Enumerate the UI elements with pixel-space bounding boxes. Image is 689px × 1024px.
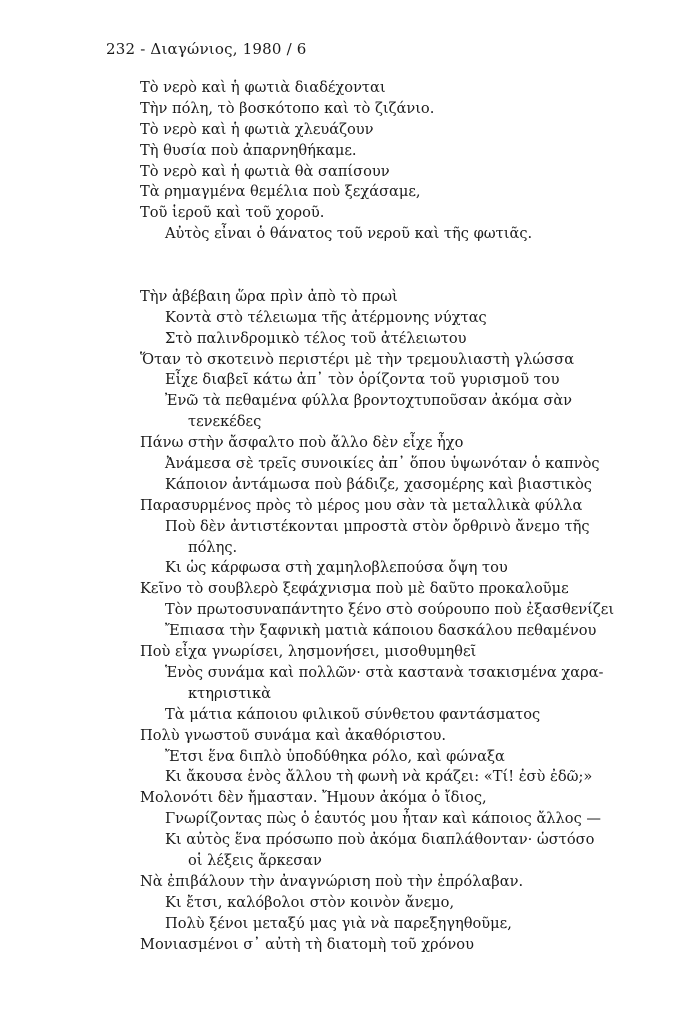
poem-line: Μονιασμένοι σ᾽ αὐτὴ τὴ διατομὴ τοῦ χρόνου (140, 935, 474, 953)
poem-line: Ἔπιασα τὴν ξαφνικὴ ματιὰ κάποιου δασκάλου πεθαμένου (165, 622, 597, 640)
poem-line: Τὸ νερὸ καὶ ἡ φωτιὰ διαδέχονται (140, 79, 386, 96)
running-head: 232 - Διαγώνιος, 1980 / 6 (106, 40, 307, 58)
poem-line: Τὴν ἀβέβαιη ὥρα πρὶν ἀπὸ τὸ πρωὶ (140, 287, 398, 305)
poem-line: Κι ἄκουσα ἑνὸς ἄλλου τὴ φωνὴ νὰ κράζει: «Τί! ἐσὺ ἐδῶ;» (165, 768, 593, 786)
poem-line: Κοντὰ στὸ τέλειωμα τῆς ἀτέρμονης νύχτας (165, 308, 487, 326)
poem-line: Τὸ νερὸ καὶ ἡ φωτιὰ θὰ σαπίσουν (140, 162, 390, 180)
poem-line: Νὰ ἐπιβάλουν τὴν ἀναγνώριση ποὺ τὴν ἐπρόλαβαν. (140, 872, 524, 890)
poem-line: Πάνω στὴν ἄσφαλτο ποὺ ἄλλο δὲν εἶχε ἦχο (140, 434, 464, 452)
stanza-break (140, 245, 660, 266)
poem-line: κτηριστικὰ (188, 684, 271, 702)
poem-line: Κάποιον ἀντάμωσα ποὺ βάδιζε, χασομέρης καὶ βιαστικὸς (165, 475, 592, 493)
poem-line: οἱ λέξεις ἄρκεσαν (188, 851, 322, 869)
poem-line: Τὰ ρημαγμένα θεμέλια ποὺ ξεχάσαμε, (140, 183, 421, 201)
poem-line: Πολὺ ξένοι μεταξύ μας γιὰ νὰ παρεξηγηθοῦμε, (165, 914, 512, 932)
poem-line: Κι ἔτσι, καλόβολοι στὸν κοινὸν ἄνεμο, (165, 893, 455, 911)
poem-body (140, 78, 660, 955)
poem-line: Τὸν πρωτοσυναπάντητο ξένο στὸ σούρουπο ποὺ ἐξασθενίζει (165, 601, 615, 619)
poem-line: Παρασυρμένος πρὸς τὸ μέρος μου σὰν τὰ μεταλλικὰ φύλλα (140, 496, 583, 514)
poem-line: Στὸ παλινδρομικὸ τέλος τοῦ ἀτέλειωτου (165, 329, 467, 347)
poem-line: Γνωρίζοντας πὼς ὁ ἑαυτός μου ἦταν καὶ κάποιος ἄλλος — (165, 810, 601, 828)
poem-line: Τοῦ ἱεροῦ καὶ τοῦ χοροῦ. (140, 204, 325, 222)
poem-line: Αὐτὸς εἶναι ὁ θάνατος τοῦ νεροῦ καὶ τῆς φωτιᾶς. (165, 225, 533, 243)
poem-line: Ἔτσι ἕνα διπλὸ ὑποδύθηκα ρόλο, καὶ φώναξα (165, 747, 505, 765)
poem-line: Μολονότι δὲν ἤμασταν. Ἤμουν ἀκόμα ὁ ἴδιος, (140, 789, 487, 807)
poem-line: Τὴν πόλη, τὸ βοσκότοπο καὶ τὸ ζιζάνιο. (140, 99, 435, 117)
poem-line: Εἶχε διαβεῖ κάτω ἀπ᾽ τὸν ὁρίζοντα τοῦ γυρισμοῦ του (165, 371, 560, 389)
poem-line: Τὸ νερὸ καὶ ἡ φωτιὰ χλευάζουν (140, 120, 374, 138)
poem-line: Ἐνῶ τὰ πεθαμένα φύλλα βροντοχτυποῦσαν ἀκόμα σὰν (165, 392, 573, 410)
poem-line: Ποὺ εἶχα γνωρίσει, λησμονήσει, μισοθυμηθεῖ (140, 643, 477, 661)
poem-line: πόλης. (188, 538, 238, 556)
poem-line: Κεῖνο τὸ σουβλερὸ ξεφάχνισμα ποὺ μὲ δαῦτο προκαλοῦμε (140, 580, 569, 598)
poem-line: Πολὺ γνωστοῦ συνάμα καὶ ἀκαθόριστου. (140, 726, 447, 744)
poem-line: Τὰ μάτια κάποιου φιλικοῦ σύνθετου φαντάσματος (165, 705, 541, 723)
poem-line: Ἀνάμεσα σὲ τρεῖς συνοικίες ἀπ᾽ ὅπου ὑψωνόταν ὁ καπνὸς (165, 455, 600, 473)
poem-line: Ὅταν τὸ σκοτεινὸ περιστέρι μὲ τὴν τρεμουλιαστὴ γλώσσα (140, 350, 575, 368)
poem-line: Ποὺ δὲν ἀντιστέκονται μπροστὰ στὸν ὄρθρινὸ ἄνεμο τῆς (165, 517, 590, 535)
poem-line: Ἑνὸς συνάμα καὶ πολλῶν· στὰ καστανὰ τσακισμένα χαρα- (165, 663, 604, 681)
poem-line: Κι αὐτὸς ἕνα πρόσωπο ποὺ ἀκόμα διαπλάθονταν· ὡστόσο (165, 831, 595, 849)
stanza-break (140, 266, 660, 287)
poem-line: Τὴ θυσία ποὺ ἀπαρνηθήκαμε. (140, 141, 357, 159)
poem-line: τενεκέδες (188, 413, 262, 431)
poem-line: Κι ὡς κάρφωσα στὴ χαμηλοβλεπούσα ὄψη του (165, 559, 508, 577)
